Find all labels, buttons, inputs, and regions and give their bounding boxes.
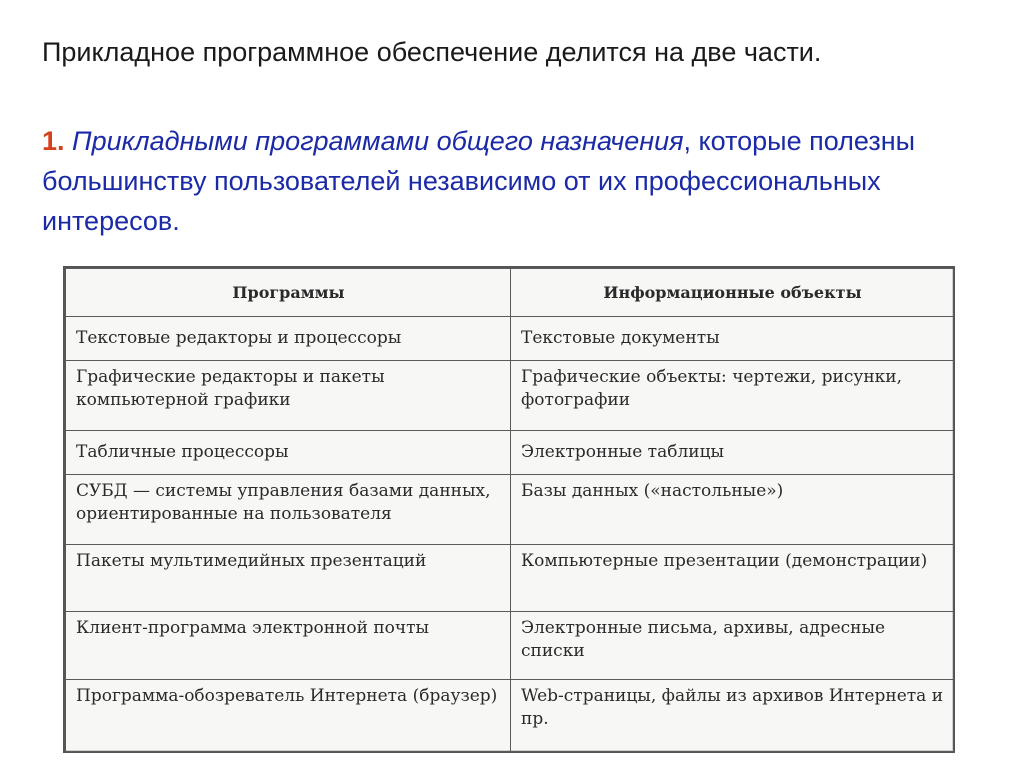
- program-cell: Табличные процессоры: [66, 431, 511, 475]
- table-row: [66, 680, 954, 752]
- object-cell: Электронные таблицы: [511, 431, 954, 475]
- point-rest: , которые полезны большинству пользователей независимо от их профессиональных интересов.: [42, 126, 916, 236]
- programs-table: [65, 268, 954, 752]
- program-cell: Текстовые редакторы и процессоры: [66, 317, 511, 361]
- table-row: [66, 612, 954, 680]
- point-paragraph: [42, 121, 1017, 241]
- column-header-objects: Информационные объекты: [511, 269, 954, 317]
- program-cell: Графические редакторы и пакеты компьютерной графики: [66, 361, 511, 431]
- table-row: [66, 361, 954, 431]
- object-cell: Электронные письма, архивы, адресные списки: [511, 612, 954, 680]
- table-row: [66, 317, 954, 361]
- table-row: [66, 545, 954, 612]
- program-cell: Пакеты мультимедийных презентаций: [66, 545, 511, 612]
- object-cell: Текстовые документы: [511, 317, 954, 361]
- column-header-programs: Программы: [66, 269, 511, 317]
- object-cell: Базы данных («настольные»): [511, 475, 954, 545]
- object-cell: Web-страницы, файлы из архивов Интернета и пр.: [511, 680, 954, 752]
- program-cell: СУБД — системы управления базами данных, ориентированные на пользователя: [66, 475, 511, 545]
- object-cell: Графические объекты: чертежи, рисунки, фотографии: [511, 361, 954, 431]
- programs-table-container: [63, 266, 955, 753]
- intro-paragraph: Прикладное программное обеспечение делится на две части.: [42, 37, 822, 67]
- table-header-row: [66, 269, 954, 317]
- point-term: Прикладными программами общего назначения: [72, 126, 684, 156]
- program-cell: Программа-обозреватель Интернета (браузер): [66, 680, 511, 752]
- table-row: [66, 475, 954, 545]
- table-row: [66, 431, 954, 475]
- program-cell: Клиент-программа электронной почты: [66, 612, 511, 680]
- object-cell: Компьютерные презентации (демонстрации): [511, 545, 954, 612]
- point-number: 1.: [42, 126, 65, 156]
